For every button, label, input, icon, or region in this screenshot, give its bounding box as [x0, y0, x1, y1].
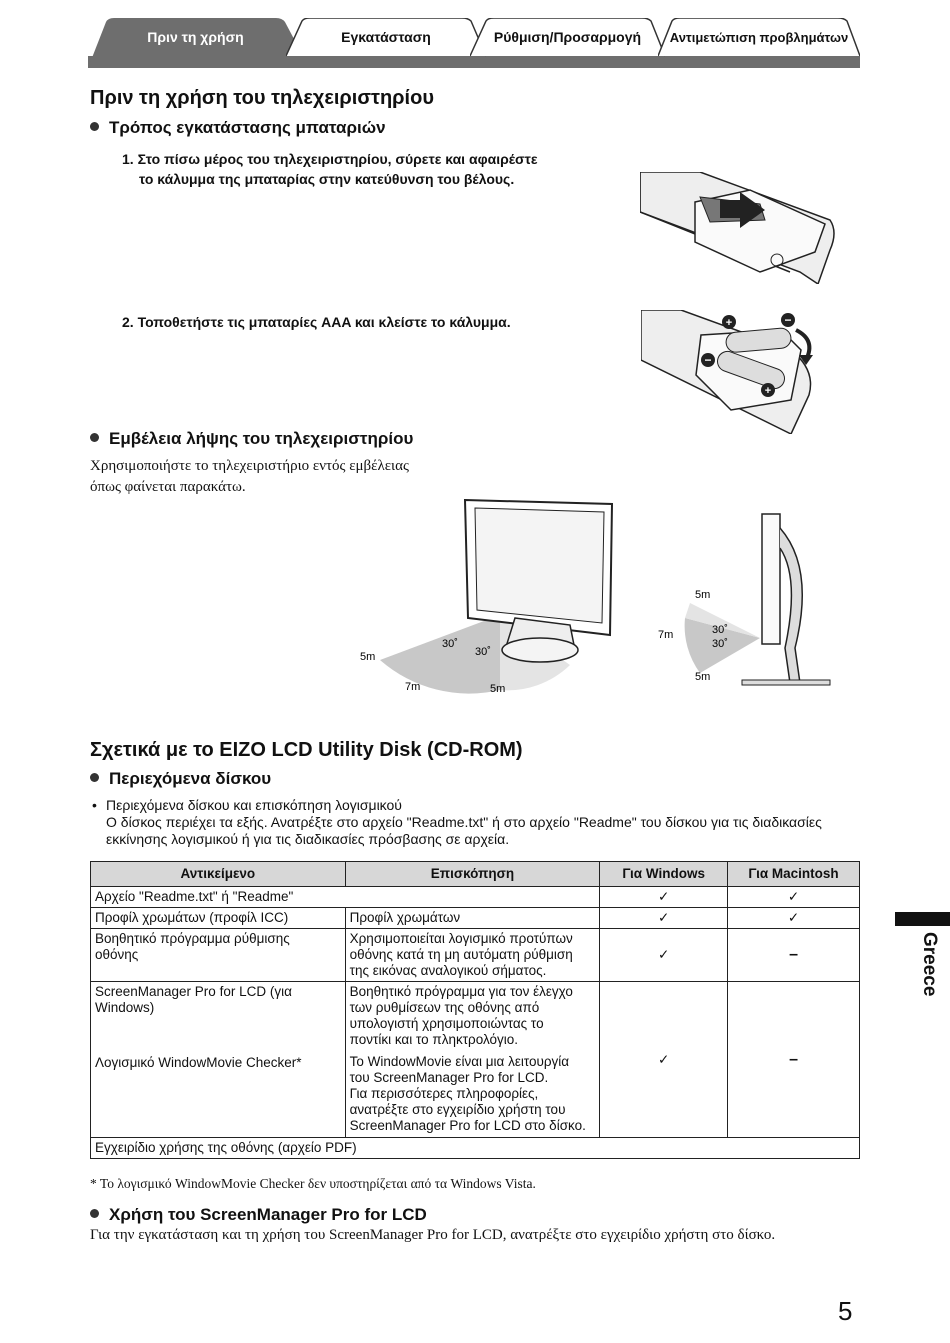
cell-line: Λογισμικό WindowMovie Checker*: [95, 1055, 302, 1070]
range-heading: [90, 429, 413, 449]
disk-intro: [106, 797, 822, 848]
check-icon: ✓: [600, 982, 728, 1138]
bullet-icon: [90, 1209, 99, 1218]
cell-line: οθόνης κατά τη μη αυτόματη ρύθμιση: [349, 947, 573, 962]
usage-heading-text: Χρήση του ScreenManager Pro for LCD: [109, 1205, 427, 1224]
svg-text:−: −: [784, 313, 792, 327]
battery-step-1: [122, 149, 538, 189]
table-row: [91, 908, 860, 929]
tab-adjustment[interactable]: [470, 18, 665, 56]
language-side-tab: [895, 912, 950, 926]
svg-text:−: −: [704, 353, 712, 367]
usage-text: Για την εγκατάσταση και τη χρήση του ScreenManager Pro for LCD, ανατρέξτε στο εγχειρίδιο χρήστη στο δίσκο.: [90, 1227, 776, 1243]
check-icon: ✓: [728, 887, 860, 908]
cell-item: Εγχειρίδιο χρήσης της οθόνης (αρχείο PDF): [91, 1138, 860, 1159]
tab-installation[interactable]: [286, 18, 486, 56]
cell-line: Windows): [95, 1000, 155, 1015]
step-1-line: 1. Στο πίσω μέρος του τηλεχειριστηρίου, σύρετε και αφαιρέστε: [122, 151, 538, 167]
cell-item: Προφίλ χρωμάτων (προφίλ ICC): [91, 908, 346, 929]
section-tab-bar: [88, 18, 860, 68]
front-angle-2: 30˚: [475, 646, 491, 658]
side-angle-1: 30˚: [712, 624, 728, 636]
disk-intro-line: εκκίνησης λογισμικού ή για τις διαδικασίες πρόσβασης σε αρχεία.: [106, 831, 510, 847]
table-row: [91, 1138, 860, 1159]
table-row: [91, 887, 860, 908]
cell-item: [91, 982, 346, 1138]
disk-intro-line: Περιεχόμενα δίσκου και επισκόπηση λογισμικού: [106, 797, 402, 813]
range-description-line: όπως φαίνεται παρακάτω.: [90, 479, 246, 495]
disk-contents-heading-text: Περιεχόμενα δίσκου: [109, 769, 272, 788]
tab-label: Ρύθμιση/Προσαρμογή: [493, 29, 642, 45]
disk-intro-line: Ο δίσκος περιέχει τα εξής. Ανατρέξτε στο αρχείο "Readme.txt" ή στο αρχείο "Readme" του δίσκου για τις διαδικασίες: [106, 814, 822, 830]
header-macintosh: Για Macintosh: [728, 862, 860, 887]
battery-heading: [90, 118, 386, 138]
disk-contents-heading: [90, 769, 271, 789]
cell-overview: [345, 929, 600, 982]
front-label-7m: 7m: [405, 681, 421, 693]
cell-line: των ρυθμίσεων της οθόνης από: [349, 1000, 540, 1015]
cell-line: Βοηθητικό πρόγραμμα ρύθμισης: [95, 931, 290, 946]
cell-item: [91, 929, 346, 982]
cell-line: της εικόνας αναλογικού σήματος.: [349, 963, 547, 978]
bullet-icon: [90, 122, 99, 131]
battery-heading-text: Τρόπος εγκατάστασης μπαταριών: [109, 118, 386, 137]
tab-label: Πριν τη χρήση: [147, 29, 244, 45]
cell-line: Χρησιμοποιείται λογισμικό προτύπων: [349, 931, 573, 946]
language-side-label: Greece: [919, 932, 940, 997]
front-angle-1: 30˚: [442, 638, 458, 650]
cell-item: Αρχείο "Readme.txt" ή "Readme": [91, 887, 600, 908]
side-label-5m-bottom: 5m: [695, 671, 711, 683]
table-header-row: [91, 862, 860, 887]
usage-heading: [90, 1205, 427, 1225]
cell-line: οθόνης: [95, 947, 139, 962]
header-windows: Για Windows: [600, 862, 728, 887]
tab-before-use[interactable]: [88, 18, 303, 56]
tab-troubleshooting[interactable]: [658, 18, 860, 56]
cell-line: Το WindowMovie είναι μια λειτουργία: [349, 1054, 570, 1069]
cell-spacer: [95, 1016, 341, 1055]
side-angle-2: 30˚: [712, 638, 728, 650]
bullet-icon: [90, 773, 99, 782]
remote-section-title: Πριν τη χρήση του τηλεχειριστηρίου: [90, 87, 434, 109]
cell-line: Για περισσότερες πληροφορίες,: [349, 1086, 539, 1101]
svg-text:+: +: [764, 385, 772, 397]
cell-line: υπολογιστή χρησιμοποιώντας το: [349, 1016, 544, 1031]
check-icon: ✓: [600, 929, 728, 982]
svg-text:+: +: [725, 317, 733, 329]
battery-insert-illustration: [641, 310, 821, 434]
check-icon: ✓: [600, 908, 728, 929]
battery-step-2: 2. Τοποθετήστε τις μπαταρίες AAA και κλείστε το κάλυμμα.: [122, 314, 511, 330]
cell-line: ScreenManager Pro for LCD (για: [95, 984, 292, 999]
front-range-diagram: [350, 490, 640, 700]
cell-line: ScreenManager Pro for LCD στο δίσκο.: [349, 1118, 586, 1133]
front-label-5m-left: 5m: [360, 651, 376, 663]
cell-overview: [345, 982, 600, 1138]
side-label-5m-top: 5m: [695, 589, 711, 601]
side-label-7m: 7m: [658, 629, 674, 641]
step-1-line: το κάλυμμα της μπαταρίας στην κατεύθυνση του βέλους.: [139, 171, 515, 187]
cell-spacer: [95, 1071, 341, 1135]
range-description-line: Χρησιμοποιήστε το τηλεχειριστήριο εντός εμβέλειας: [90, 458, 409, 474]
side-range-diagram: [650, 508, 840, 688]
bullet-icon: [90, 433, 99, 442]
disk-contents-table: [90, 861, 860, 1159]
cell-overview: Προφίλ χρωμάτων: [345, 908, 600, 929]
cell-line: ποντίκι και το πληκτρολόγιο.: [349, 1032, 519, 1047]
front-label-5m-bottom: 5m: [490, 683, 506, 695]
cell-line: ανατρέξτε στο εγχειρίδιο χρήστη του: [349, 1102, 566, 1117]
dash-icon: –: [728, 982, 860, 1138]
page-number: 5: [838, 1296, 853, 1326]
table-footnote: * Το λογισμικό WindowMovie Checker δεν υποστηρίζεται από τα Windows Vista.: [90, 1176, 536, 1191]
disk-intro-bullet: •: [92, 797, 97, 813]
header-item: Αντικείμενο: [91, 862, 346, 887]
remote-cover-slide-illustration: [640, 172, 840, 284]
check-icon: ✓: [600, 887, 728, 908]
tab-label: Εγκατάσταση: [341, 29, 431, 45]
cell-line: Βοηθητικό πρόγραμμα για τον έλεγχο: [349, 984, 573, 999]
dash-icon: –: [728, 929, 860, 982]
range-heading-text: Εμβέλεια λήψης του τηλεχειριστηρίου: [109, 429, 414, 448]
header-overview: Επισκόπηση: [345, 862, 600, 887]
utility-disk-title: Σχετικά με το EIZO LCD Utility Disk (CD-ROM): [90, 739, 523, 761]
table-row: [91, 982, 860, 1138]
check-icon: ✓: [728, 908, 860, 929]
cell-line: του ScreenManager Pro for LCD.: [349, 1070, 549, 1085]
table-row: [91, 929, 860, 982]
tab-label: Αντιμετώπιση προβλημάτων: [669, 29, 849, 45]
